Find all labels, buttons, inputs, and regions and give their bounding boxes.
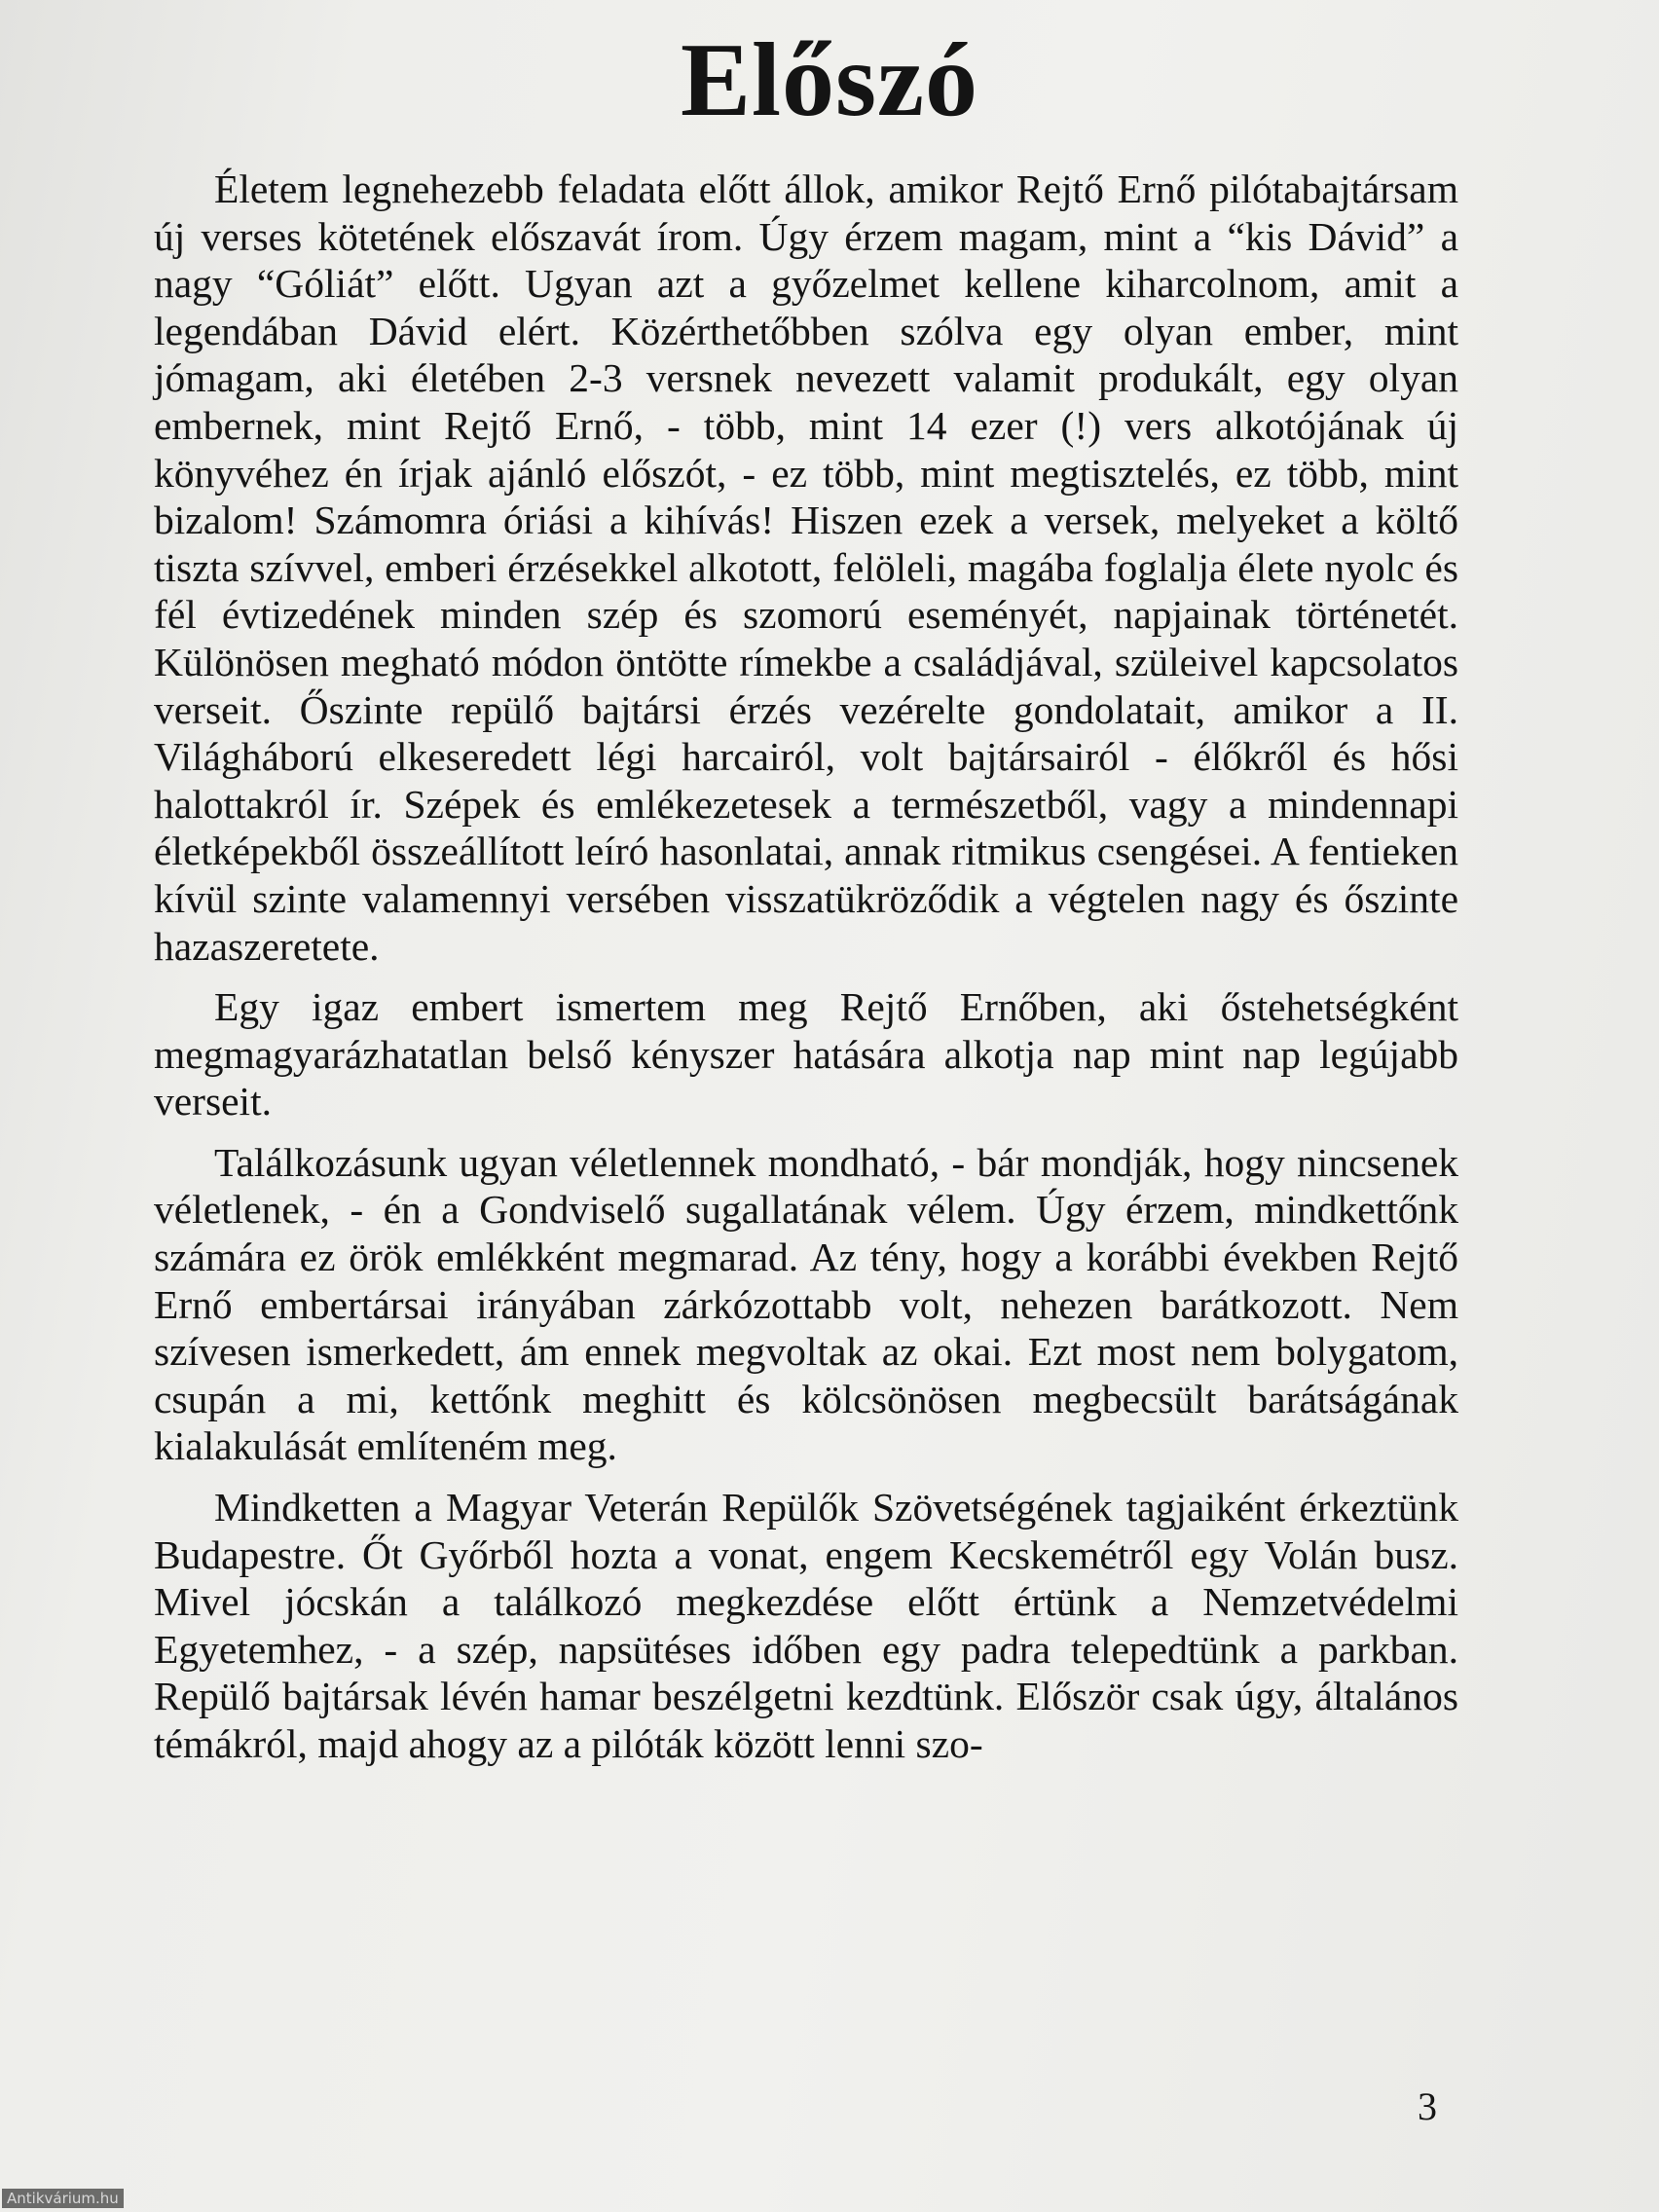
paragraph: Életem legnehezebb feladata előtt állok, amikor Rejtő Ernő pilótabajtársam új verses kötetének előszavát írom. Úgy érzem magam, mint a “kis Dávid” a nagy “Góliát” előtt. Ugyan azt a győzelmet kellene kiharcolnom, amit a legendában Dávid elért. Közérthetőbben szólva egy olyan ember, mint jómagam, aki életében 2-3 versnek nevezett valamit produkált, egy olyan embernek, mint Rejtő Ernő, - több, mint 14 ezer (!) vers alkotójának új könyvéhez én írjak ajánló előszót, - ez több, mint megtisztelés, ez több, mint bizalom! Számomra óriási a kihívás! Hiszen ezek a versek, melyeket a költő tiszta szívvel, emberi érzésekkel alkotott, felöleli, magába foglalja élete nyolc és fél évtizedének minden szép és szomorú eseményét, napjainak történetét. Különösen megható módon öntötte rímekbe a családjával, szüleivel kapcsolatos verseit. Őszinte repülő bajtársi érzés vezérelte gondolatait, amikor a II. Világháború elkeseredett légi harcairól, volt bajtársairól - élőkről és hősi halottakról ír. Szépek és emlékezetesek a természetből, vagy a mindennapi életképekből összeállított leíró hasonlatai, annak ritmikus csengései. A fentieken kívül szinte valamennyi versében visszatükröződik a végtelen nagy és őszinte hazaszeretete. bbox=[154, 166, 1458, 969]
paragraph: Egy igaz embert ismertem meg Rejtő Ernőben, aki őstehetségként megmagyarázhatatlan belső kényszer hatására alkotja nap mint nap legújabb verseit. bbox=[154, 984, 1458, 1124]
page-title: Előszó bbox=[680, 22, 978, 138]
paragraph: Találkozásunk ugyan véletlennek mondható, - bár mondják, hogy nincsenek véletlenek, - én a Gondviselő sugallatának vélem. Úgy érzem, mindkettőnk számára ez örök emlékként megmarad. Az tény, hogy a korábbi években Rejtő Ernő embertársai irányában zárkózottabb volt, nehezen barátkozott. Nem szívesen ismerkedett, ám ennek megvoltak az okai. Ezt most nem bolygatom, csupán a mi, kettőnk meghitt és kölcsönösen megbecsült barátságának kialakulását említeném meg. bbox=[154, 1139, 1458, 1469]
page-number: 3 bbox=[1418, 2084, 1437, 2128]
paragraph: Mindketten a Magyar Veterán Repülők Szövetségének tagjaiként érkeztünk Budapestre. Őt Győrből hozta a vonat, engem Kecskemétről egy Volán busz. Mivel jócskán a találkozó megkezdése előtt értünk a Nemzetvédelmi Egyetemhez, - a szép, napsütéses időben egy padra telepedtünk a parkban. Repülő bajtársak lévén hamar beszélgetni kezdtünk. Először csak úgy, általános témákról, majd ahogy az a pilóták között lenni szo- bbox=[154, 1485, 1458, 1766]
watermark: Antikvárium.hu bbox=[2, 2189, 124, 2208]
body-text bbox=[154, 166, 1458, 1782]
